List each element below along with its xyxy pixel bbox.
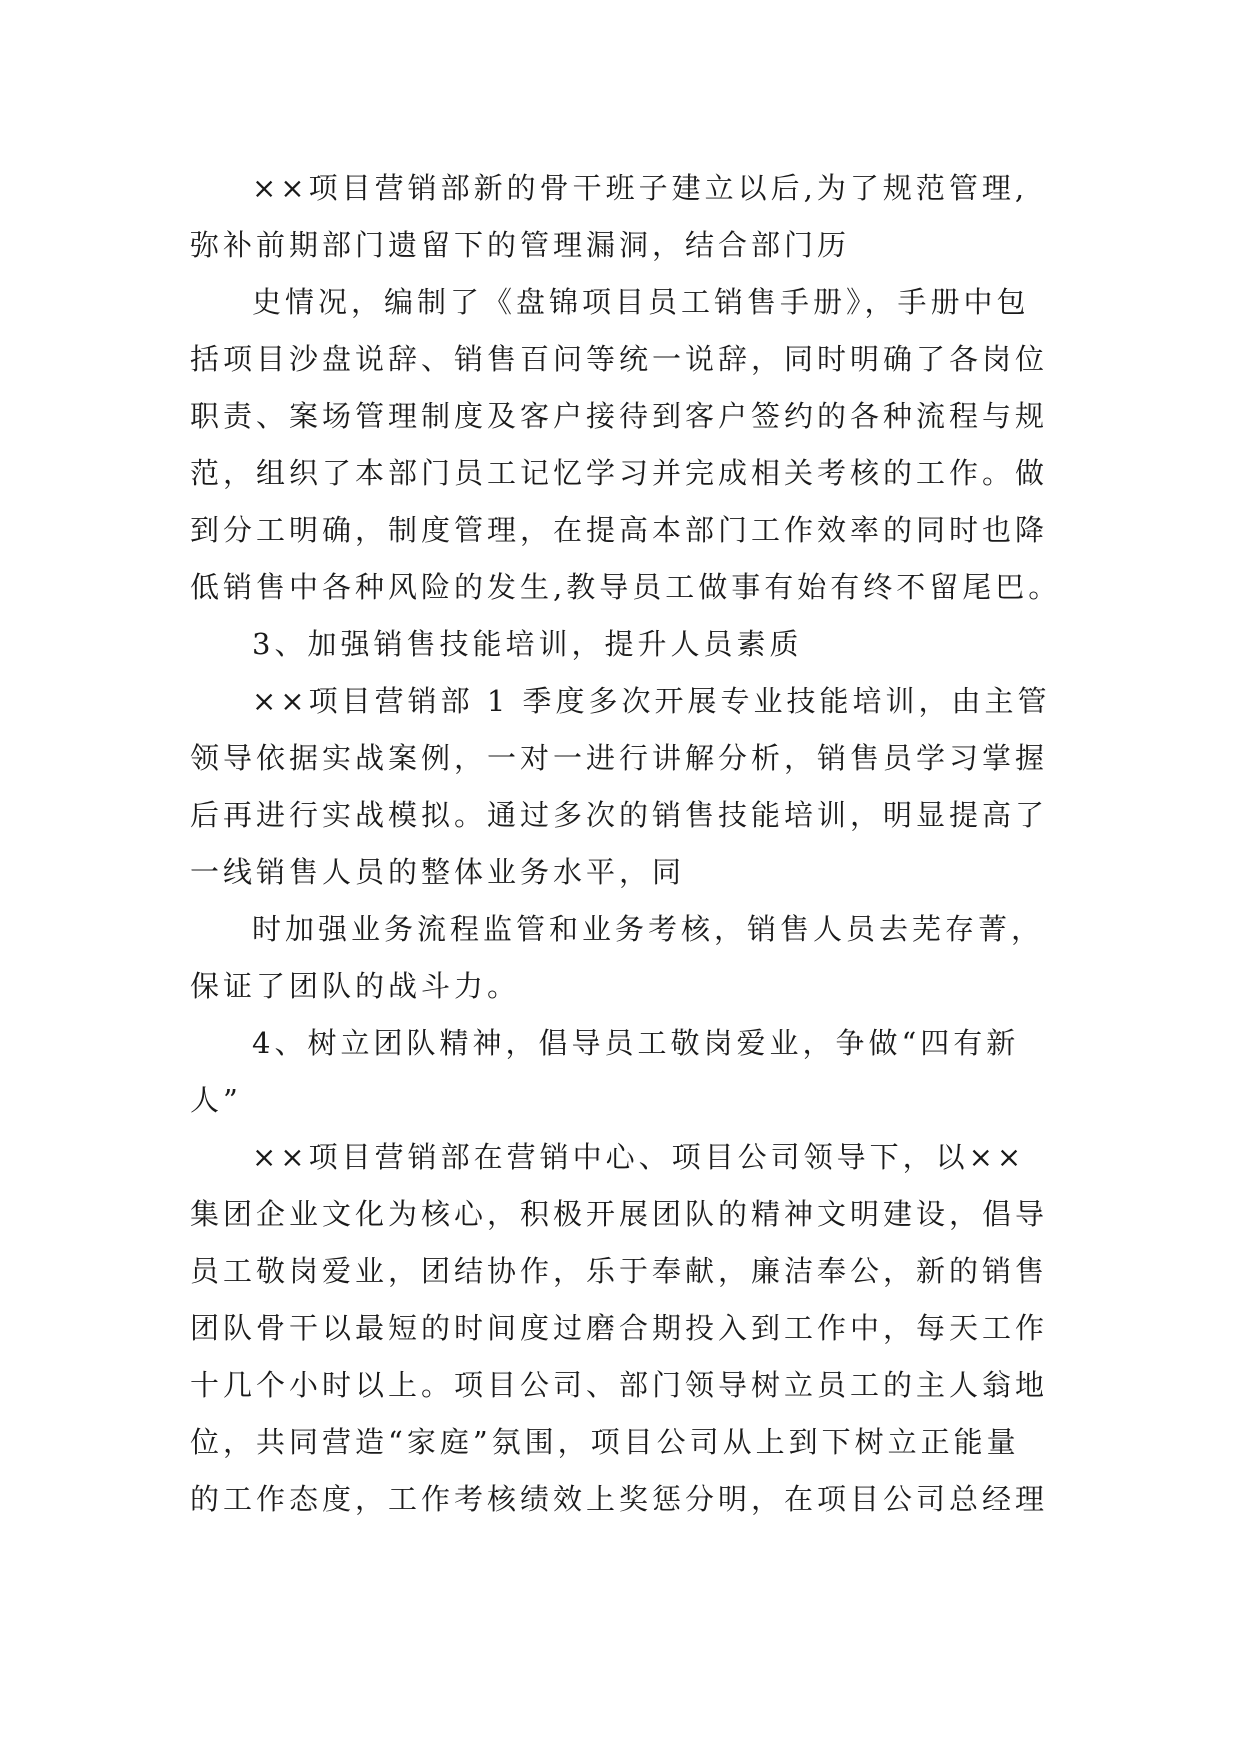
paragraph-line: 位，共同营造“家庭”氛围，项目公司从上到下树立正能量 <box>190 1425 1020 1459</box>
paragraph-line: 的工作态度，工作考核绩效上奖惩分明，在项目公司总经理 <box>190 1482 1049 1516</box>
paragraph-line: ××项目营销部 1 季度多次开展专业技能培训，由主管 <box>252 684 1051 718</box>
paragraph-line: 后再进行实战模拟。通过多次的销售技能培训，明显提高了 <box>190 798 1049 832</box>
section-heading: 3、加强销售技能培训，提升人员素质 <box>252 627 803 661</box>
paragraph-line: 领导依据实战案例，一对一进行讲解分析，销售员学习掌握 <box>190 741 1049 775</box>
paragraph-line: ××项目营销部新的骨干班子建立以后,为了规范管理, <box>252 171 1029 205</box>
paragraph-line: 范，组织了本部门员工记忆学习并完成相关考核的工作。做 <box>190 456 1049 490</box>
paragraph-line: 员工敬岗爱业，团结协作，乐于奉献，廉洁奉公，新的销售 <box>190 1254 1049 1288</box>
section-heading: 4、树立团队精神，倡导员工敬岗爱业，争做“四有新 <box>252 1026 1020 1060</box>
body-text <box>190 160 1090 1528</box>
paragraph-line: 到分工明确，制度管理，在提高本部门工作效率的同时也降 <box>190 513 1049 547</box>
paragraph-line: 时加强业务流程监管和业务考核，销售人员去芜存菁， <box>252 912 1045 946</box>
section-heading-continuation: 人” <box>190 1083 242 1117</box>
paragraph-line: 集团企业文化为核心，积极开展团队的精神文明建设，倡导 <box>190 1197 1049 1231</box>
paragraph-line: 十几个小时以上。项目公司、部门领导树立员工的主人翁地 <box>190 1368 1049 1402</box>
paragraph-line: ××项目营销部在营销中心、项目公司领导下，以×× <box>252 1140 1026 1174</box>
paragraph-line: 职责、案场管理制度及客户接待到客户签约的各种流程与规 <box>190 399 1049 433</box>
paragraph-line: 弥补前期部门遗留下的管理漏洞，结合部门历 <box>190 228 851 262</box>
paragraph-line: 括项目沙盘说辞、销售百问等统一说辞，同时明确了各岗位 <box>190 342 1049 376</box>
paragraph-line: 低销售中各种风险的发生,教导员工做事有始有终不留尾巴。 <box>190 570 1062 604</box>
paragraph-line: 团队骨干以最短的时间度过磨合期投入到工作中，每天工作 <box>190 1311 1049 1345</box>
paragraph-line: 保证了团队的战斗力。 <box>190 969 521 1003</box>
paragraph-line: 一线销售人员的整体业务水平，同 <box>190 855 686 889</box>
paragraph-line: 史情况，编制了《盘锦项目员工销售手册》，手册中包 <box>252 285 1030 319</box>
